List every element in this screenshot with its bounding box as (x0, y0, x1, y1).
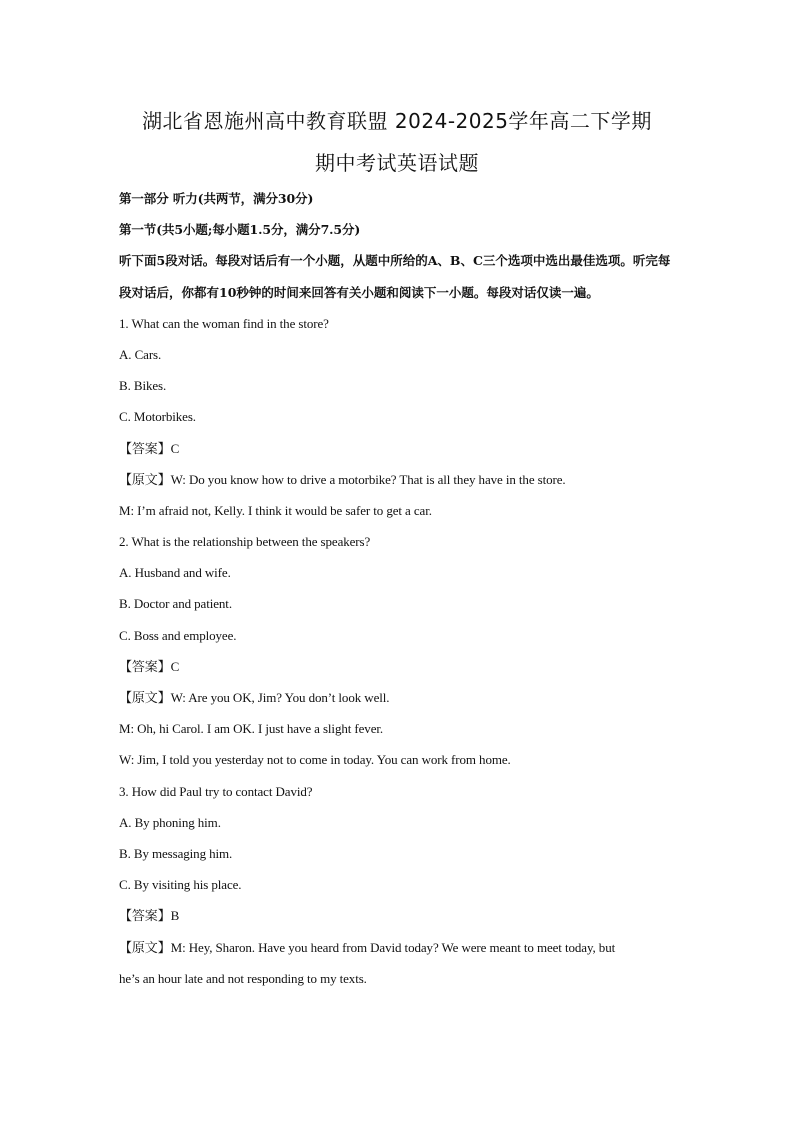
q1-answer-value: C (170, 440, 180, 456)
listening-instructions: 听下面5段对话。每段对话后有一个小题，从题中所给的A、B、C三个选项中选出最佳选项。听完每段对话后，你都有10秒钟的时间来回答有关小题和阅读下一小题。每段对话仅读一遍。 (119, 253, 671, 300)
q3-option-c: C. By visiting his place. (119, 877, 242, 893)
answer-tag: 【答案】 (119, 659, 171, 675)
script-tag: 【原文】 (119, 472, 171, 488)
q3-script-line2: he’s an hour late and not responding to my texts. (119, 970, 367, 986)
q2-option-a: A. Husband and wife. (119, 565, 231, 581)
q1-option-b: B. Bikes. (119, 378, 167, 394)
script-tag: 【原文】 (119, 691, 171, 707)
q1-script-line2: M: I’m afraid not, Kelly. I think it would be safer to get a car. (119, 502, 432, 518)
q3-question: 3. How did Paul try to contact David? (119, 783, 313, 799)
section1-heading: 第一节(共5小题;每小题1.5分，满分7.5分) (119, 222, 361, 238)
q2-question: 2. What is the relationship between the speakers? (119, 534, 371, 550)
q2-answer (119, 651, 679, 682)
answer-tag: 【答案】 (119, 909, 171, 925)
q2-option-c: C. Boss and employee. (119, 627, 237, 643)
script-tag: 【原文】 (119, 940, 171, 956)
q3-answer (119, 900, 679, 931)
document-body (119, 183, 679, 994)
part1-heading: 第一部分 听力(共两节，满分30分) (119, 191, 314, 206)
q2-script-line2: M: Oh, hi Carol. I am OK. I just have a slight fever. (119, 721, 384, 737)
q3-option-b: B. By messaging him. (119, 845, 233, 861)
q1-answer (119, 433, 679, 464)
q1-option-a: A. Cars. (119, 346, 162, 362)
q1-script-line1 (119, 464, 679, 495)
q3-option-a: A. By phoning him. (119, 814, 221, 830)
q3-script-text1: M: Hey, Sharon. Have you heard from David today? We were meant to meet today, but (170, 939, 616, 955)
q1-question: 1. What can the woman find in the store? (119, 315, 329, 331)
document-title-line1: 湖北省恩施州高中教育联盟 2024-2025学年高二下学期 (142, 109, 652, 133)
q2-option-b: B. Doctor and patient. (119, 596, 232, 612)
document-title-line2: 期中考试英语试题 (315, 151, 479, 175)
q2-answer-value: C (170, 658, 180, 674)
q2-script-text1: W: Are you OK, Jim? You don’t look well. (170, 690, 390, 706)
q2-script-line1 (119, 682, 679, 713)
q3-answer-value: B (170, 908, 180, 924)
q1-option-c: C. Motorbikes. (119, 409, 196, 425)
q1-script-text1: W: Do you know how to drive a motorbike? That is all they have in the store. (170, 471, 566, 487)
q2-script-line3: W: Jim, I told you yesterday not to come in today. You can work from home. (119, 752, 511, 768)
answer-tag: 【答案】 (119, 441, 171, 457)
q3-script-line1 (119, 932, 679, 963)
